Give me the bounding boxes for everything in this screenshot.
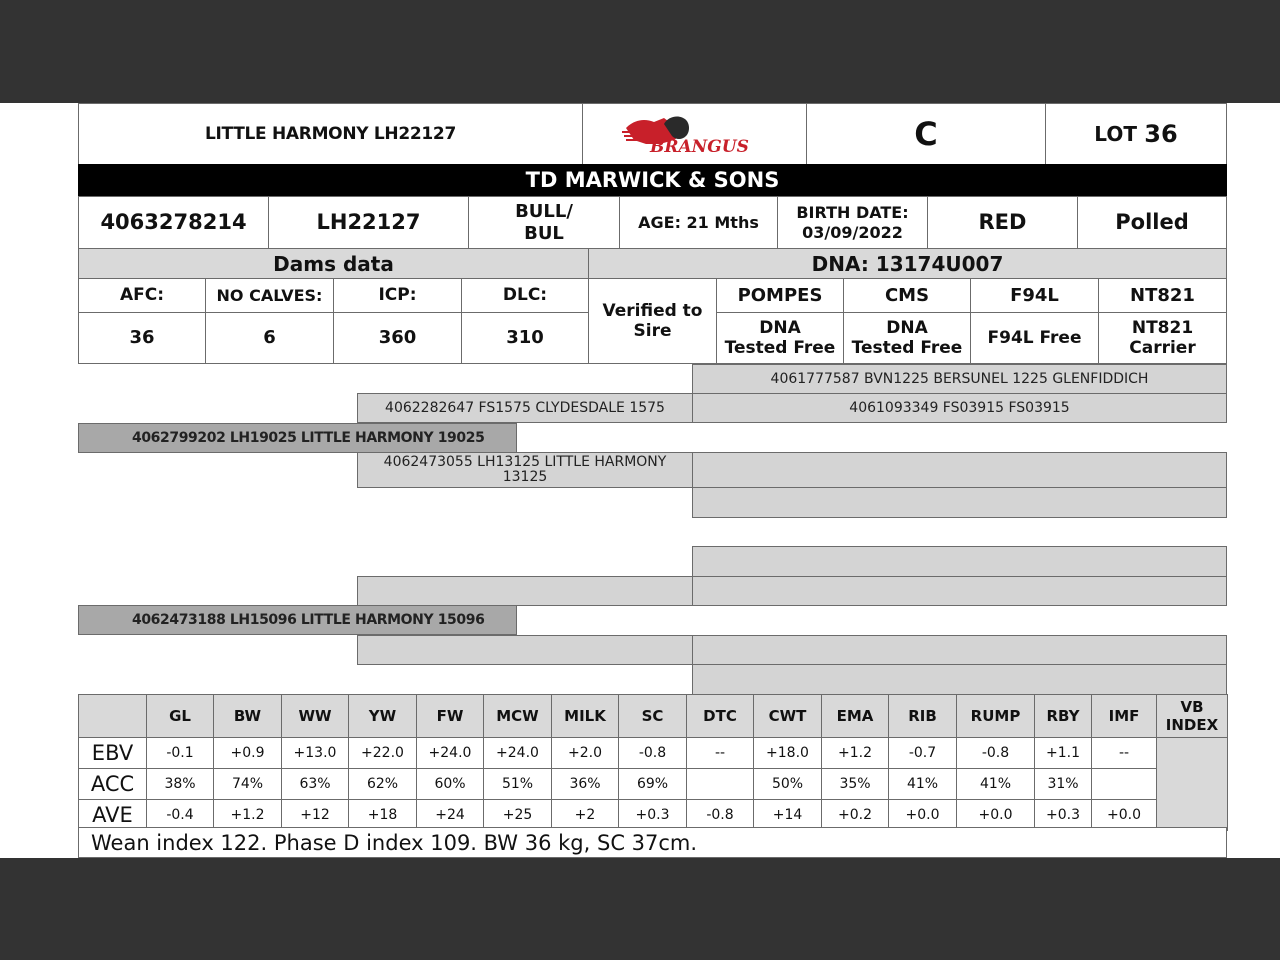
- ebv-col-cwt: CWT: [754, 695, 822, 738]
- ebv-cell-cwt: 50%: [754, 769, 822, 800]
- ebv-row-ave: [79, 800, 1228, 831]
- ebv-col-milk: MILK: [552, 695, 619, 738]
- ebv-col-imf: IMF: [1092, 695, 1157, 738]
- dams-value-no-calves: 6: [205, 312, 334, 364]
- ebv-cell-imf: +0.0: [1092, 800, 1157, 831]
- ebv-cell-sc: 69%: [619, 769, 687, 800]
- ebv-cell-rump: 41%: [957, 769, 1035, 800]
- ebv-cell-milk: +2.0: [552, 738, 619, 769]
- ebv-col-ww: WW: [282, 695, 349, 738]
- animal-id: 4063278214: [78, 196, 269, 249]
- sex-line2: BUL: [524, 222, 564, 244]
- ebv-col-mcw: MCW: [484, 695, 552, 738]
- sex-line1: BULL/: [515, 200, 573, 222]
- ebv-cell-imf: --: [1092, 738, 1157, 769]
- ebv-cell-bw: 74%: [214, 769, 282, 800]
- animal-ident: LH22127: [268, 196, 469, 249]
- ebv-cell-mcw: +25: [484, 800, 552, 831]
- age: AGE: 21 Mths: [619, 196, 778, 249]
- ebv-cell-gl: -0.1: [147, 738, 214, 769]
- pedigree-empty-5: [692, 576, 1227, 606]
- ebv-cell-rib: +0.0: [889, 800, 957, 831]
- ebv-cell-dtc: [687, 769, 754, 800]
- ebv-cell-gl: -0.4: [147, 800, 214, 831]
- ebv-cell-bw: +0.9: [214, 738, 282, 769]
- ebv-cell-milk: +2: [552, 800, 619, 831]
- ebv-cell-ww: +13.0: [282, 738, 349, 769]
- ebv-cell-rby: +1.1: [1035, 738, 1092, 769]
- ebv-cell-mcw: +24.0: [484, 738, 552, 769]
- ebv-cell-mcw: 51%: [484, 769, 552, 800]
- ebv-row-label: EBV: [79, 738, 147, 769]
- pompes-result-line2: Tested Free: [724, 338, 836, 358]
- ebv-cell-rump: -0.8: [957, 738, 1035, 769]
- ebv-cell-ww: 63%: [282, 769, 349, 800]
- ebv-cell-rby: 31%: [1035, 769, 1092, 800]
- ebv-col-dtc: DTC: [687, 695, 754, 738]
- dna-test-cms-name: CMS: [843, 278, 971, 313]
- ebv-col-rby: RBY: [1035, 695, 1092, 738]
- ebv-cell-cwt: +18.0: [754, 738, 822, 769]
- f94l-result-line1: F94L Free: [987, 327, 1082, 348]
- lot-number: 36: [1144, 119, 1178, 148]
- pedigree-sire-dam: 4062473055 LH13125 LITTLE HARMONY 13125: [357, 452, 693, 488]
- ebv-row-label: ACC: [79, 769, 147, 800]
- verified-line1: Verified to: [602, 300, 703, 321]
- ebv-row-label: AVE: [79, 800, 147, 831]
- ebv-cell-sc: -0.8: [619, 738, 687, 769]
- verified-to-sire: [588, 278, 717, 364]
- svg-text:BRANGUS: BRANGUS: [649, 137, 749, 157]
- lot-label: LOT: [1094, 122, 1137, 146]
- ebv-corner-cell: [79, 695, 147, 738]
- ebv-row-acc: [79, 769, 1228, 800]
- pompes-result-line1: DNA: [759, 317, 801, 338]
- pedigree-empty-2: [692, 487, 1227, 518]
- ebv-cell-fw: +24: [417, 800, 484, 831]
- ebv-cell-rib: -0.7: [889, 738, 957, 769]
- ebv-header-row: [79, 695, 1228, 738]
- pedigree-sire: 4062799202 LH19025 LITTLE HARMONY 19025: [78, 423, 517, 453]
- dna-test-f94l-name: F94L: [970, 278, 1099, 313]
- ebv-row-ebv: [79, 738, 1228, 769]
- pedigree-dam: 4062473188 LH15096 LITTLE HARMONY 15096: [78, 605, 517, 635]
- pedigree-empty-1: [692, 452, 1227, 488]
- pedigree-sire-sire: 4062282647 FS1575 CLYDESDALE 1575: [357, 393, 693, 423]
- bull-logo-icon: [620, 110, 770, 158]
- ebv-cell-fw: +24.0: [417, 738, 484, 769]
- ebv-cell-rby: +0.3: [1035, 800, 1092, 831]
- dams-header-icp: ICP:: [333, 278, 462, 313]
- notes: Wean index 122. Phase D index 109. BW 36 kg, SC 37cm.: [78, 827, 1227, 858]
- pedigree-empty-6: [357, 635, 693, 665]
- ebv-cell-dtc: --: [687, 738, 754, 769]
- cms-result-line1: DNA: [886, 317, 928, 338]
- sex: [468, 196, 620, 249]
- dams-data-title: Dams data: [78, 248, 589, 279]
- grade: C: [806, 103, 1046, 165]
- ebv-table: [78, 694, 1228, 831]
- dams-header-dlc: DLC:: [461, 278, 589, 313]
- pedigree-empty-8: [692, 664, 1227, 695]
- birth-date-label: BIRTH DATE:: [796, 203, 909, 223]
- brangus-logo: [582, 103, 807, 165]
- ebv-cell-rib: 41%: [889, 769, 957, 800]
- ebv-vb-index-cell: [1157, 738, 1228, 831]
- ebv-cell-bw: +1.2: [214, 800, 282, 831]
- ebv-cell-cwt: +14: [754, 800, 822, 831]
- ebv-col-bw: BW: [214, 695, 282, 738]
- dams-header-afc: AFC:: [78, 278, 206, 313]
- cms-result-line2: Tested Free: [851, 338, 963, 358]
- pedigree-sire-sire-dam: 4061093349 FS03915 FS03915: [692, 393, 1227, 423]
- ebv-cell-rump: +0.0: [957, 800, 1035, 831]
- dna-test-f94l-result: [970, 312, 1099, 364]
- dams-value-icp: 360: [333, 312, 462, 364]
- nt821-result-line1: NT821: [1131, 317, 1194, 338]
- ebv-cell-ema: +1.2: [822, 738, 889, 769]
- ebv-cell-dtc: -0.8: [687, 800, 754, 831]
- ebv-cell-fw: 60%: [417, 769, 484, 800]
- ebv-cell-gl: 38%: [147, 769, 214, 800]
- dna-test-nt821-result: [1098, 312, 1227, 364]
- pedigree-sire-sire-sire: 4061777587 BVN1225 BERSUNEL 1225 GLENFIDDICH: [692, 364, 1227, 394]
- dna-test-nt821-name: NT821: [1098, 278, 1227, 313]
- ebv-col-vb-index: VB INDEX: [1157, 695, 1228, 738]
- animal-name: LITTLE HARMONY LH22127: [78, 103, 583, 165]
- ebv-cell-ema: 35%: [822, 769, 889, 800]
- colour: RED: [927, 196, 1078, 249]
- birth-date-value: 03/09/2022: [802, 222, 903, 242]
- dna-test-cms-result: [843, 312, 971, 364]
- dams-header-no-calves: NO CALVES:: [205, 278, 334, 313]
- ebv-col-ema: EMA: [822, 695, 889, 738]
- ebv-cell-milk: 36%: [552, 769, 619, 800]
- ebv-cell-yw: +18: [349, 800, 417, 831]
- pedigree-empty-4: [357, 576, 693, 606]
- ebv-col-rump: RUMP: [957, 695, 1035, 738]
- ebv-col-yw: YW: [349, 695, 417, 738]
- vendor-name: TD MARWICK & SONS: [78, 164, 1227, 197]
- ebv-cell-yw: 62%: [349, 769, 417, 800]
- ebv-col-fw: FW: [417, 695, 484, 738]
- dams-value-dlc: 310: [461, 312, 589, 364]
- verified-line2: Sire: [633, 321, 672, 341]
- pedigree-empty-7: [692, 635, 1227, 665]
- ebv-cell-sc: +0.3: [619, 800, 687, 831]
- birth-date: [777, 196, 928, 249]
- horn-status: Polled: [1077, 196, 1227, 249]
- ebv-cell-yw: +22.0: [349, 738, 417, 769]
- ebv-col-rib: RIB: [889, 695, 957, 738]
- dna-title: DNA: 13174U007: [588, 248, 1227, 279]
- ebv-col-gl: GL: [147, 695, 214, 738]
- pedigree-empty-3: [692, 546, 1227, 577]
- nt821-result-line2: Carrier: [1129, 338, 1196, 358]
- ebv-cell-imf: [1092, 769, 1157, 800]
- dams-value-afc: 36: [78, 312, 206, 364]
- dna-test-pompes-result: [716, 312, 844, 364]
- ebv-col-sc: SC: [619, 695, 687, 738]
- dna-test-pompes-name: POMPES: [716, 278, 844, 313]
- ebv-cell-ww: +12: [282, 800, 349, 831]
- ebv-cell-ema: +0.2: [822, 800, 889, 831]
- lot: [1045, 103, 1227, 165]
